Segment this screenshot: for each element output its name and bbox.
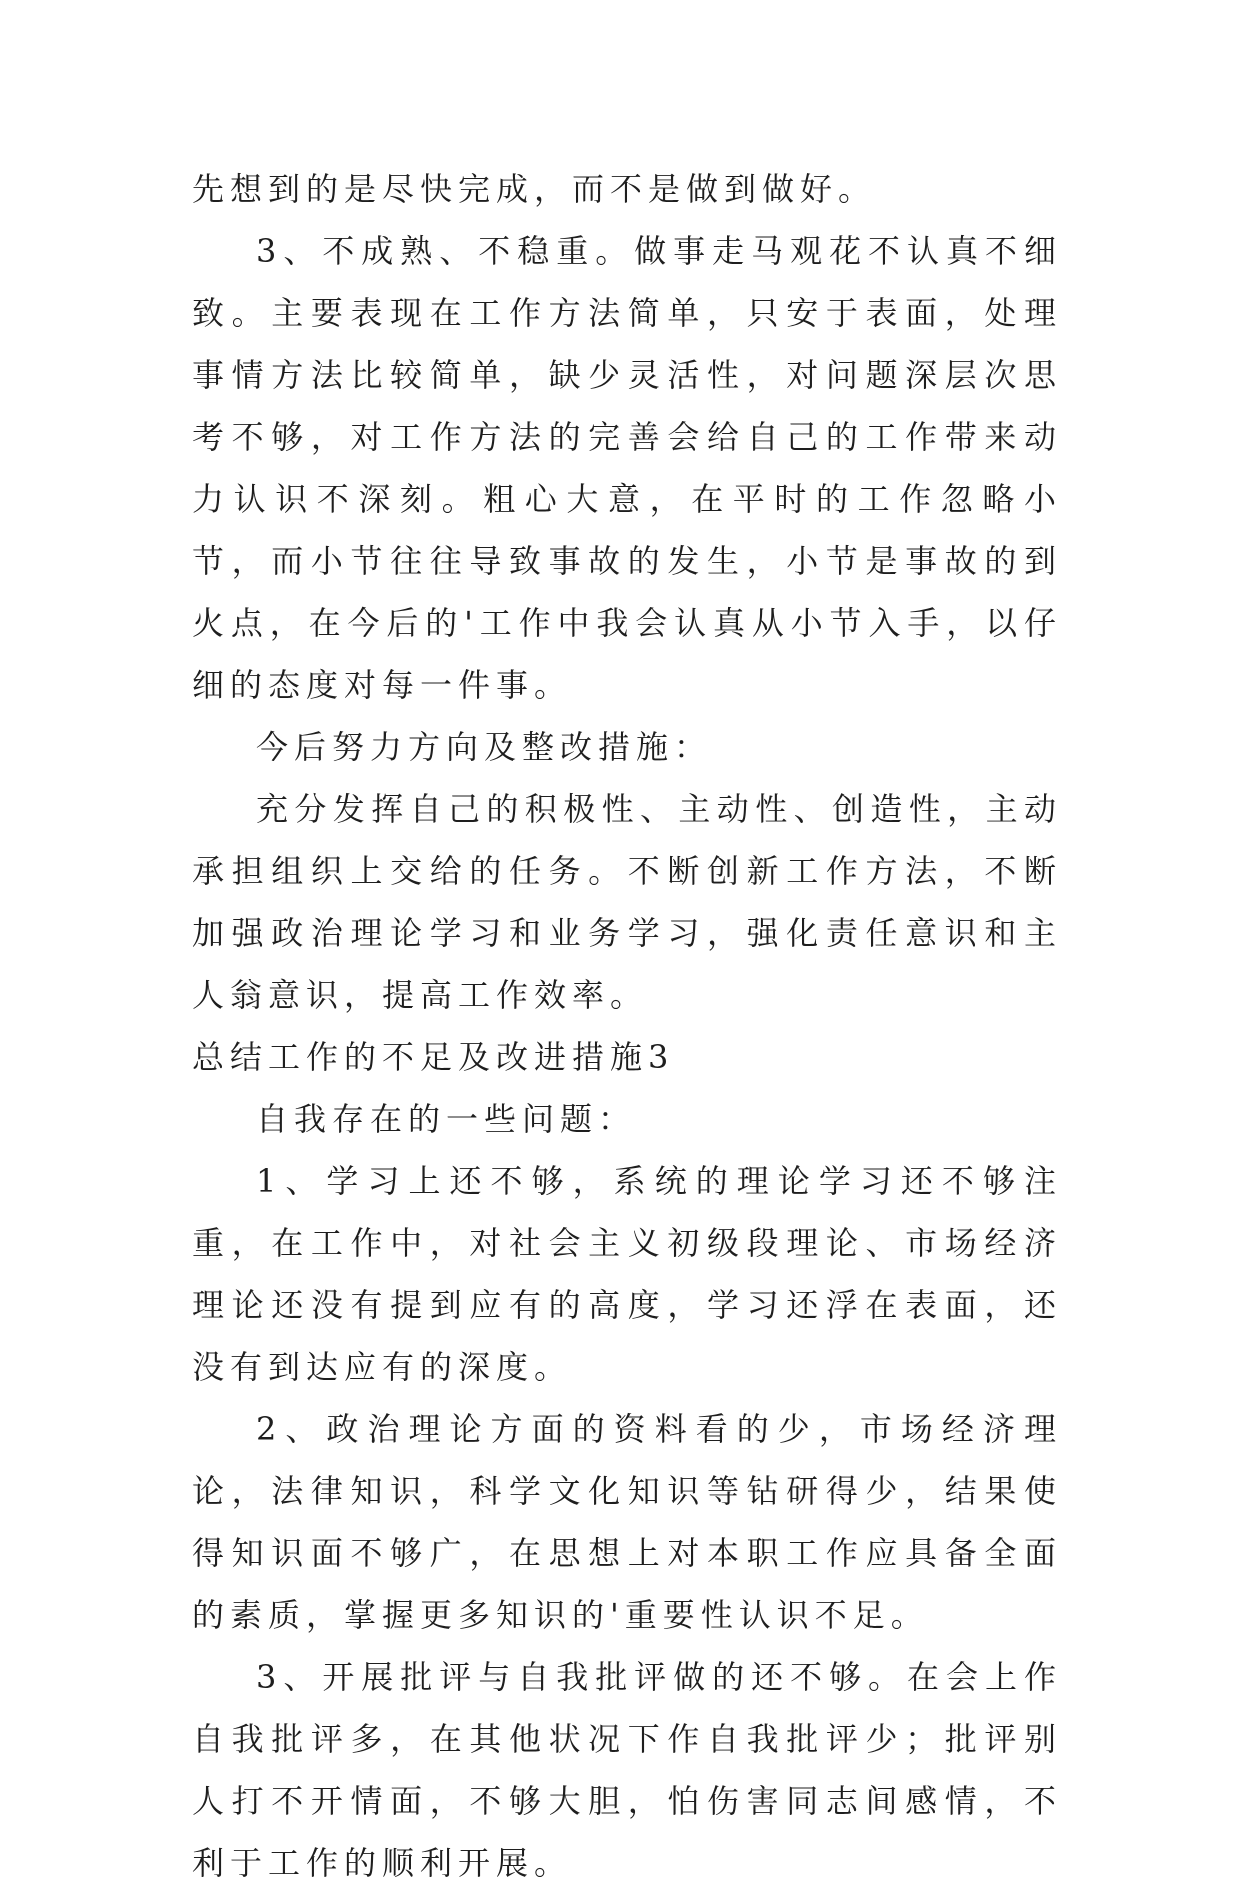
document-body xyxy=(192,158,1062,1894)
paragraph: 1、学习上还不够，系统的理论学习还不够注重，在工作中，对社会主义初级段理论、市场经济理论还没有提到应有的高度，学习还浮在表面，还没有到达应有的深度。 xyxy=(192,1162,1062,1386)
paragraph: 2、政治理论方面的资料看的少，市场经济理论，法律知识，科学文化知识等钻研得少，结果使得知识面不够广，在思想上对本职工作应具备全面的素质，掌握更多知识的'重要性认识不足。 xyxy=(192,1410,1062,1634)
section-heading: 自我存在的一些问题： xyxy=(256,1100,637,1138)
paragraph: 3、不成熟、不稳重。做事走马观花不认真不细致。主要表现在工作方法简单，只安于表面，处理事情方法比较简单，缺少灵活性，对问题深层次思考不够，对工作方法的完善会给自己的工作带来动力认识不深刻。粗心大意，在平时的工作忽略小节，而小节往往导致事故的发生，小节是事故的到火点，在今后的'工作中我会认真从小节入手，以仔细的态度对每一件事。 xyxy=(192,232,1062,704)
paragraph: 充分发挥自己的积极性、主动性、创造性，主动承担组织上交给的任务。不断创新工作方法，不断加强政治理论学习和业务学习，强化责任意识和主人翁意识，提高工作效率。 xyxy=(192,790,1062,1014)
paragraph: 先想到的是尽快完成，而不是做到做好。 xyxy=(192,170,877,208)
paragraph: 3、开展批评与自我批评做的还不够。在会上作自我批评多，在其他状况下作自我批评少；批评别人打不开情面，不够大胆，怕伤害同志间感情，不利于工作的顺利开展。 xyxy=(192,1658,1062,1882)
section-heading: 今后努力方向及整改措施： xyxy=(256,728,713,766)
section-title: 总结工作的不足及改进措施3 xyxy=(192,1038,675,1076)
